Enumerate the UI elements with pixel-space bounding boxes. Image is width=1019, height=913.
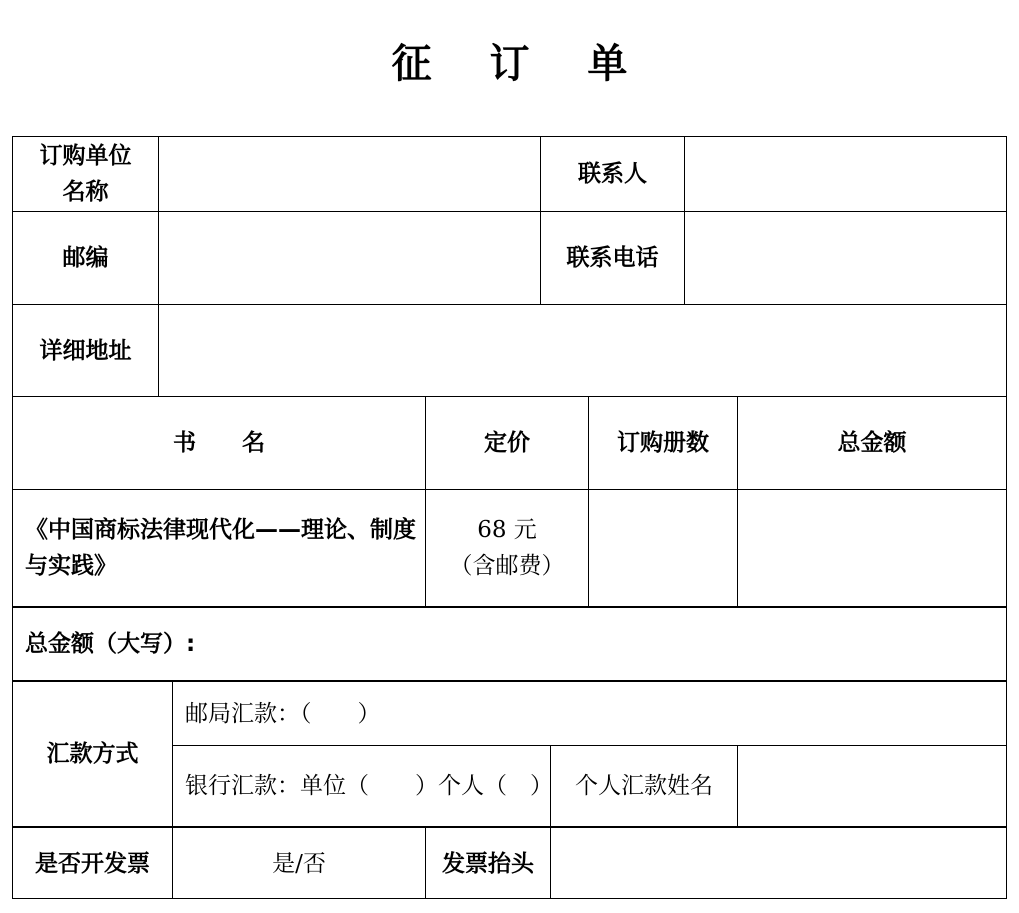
price-note: （含邮费） <box>449 553 565 579</box>
remit-method-label: 汇款方式 <box>46 741 139 767</box>
total-header: 总金额 <box>837 430 907 456</box>
zip-label: 邮编 <box>62 245 109 271</box>
phone-label: 联系电话 <box>566 245 659 271</box>
zip-field[interactable] <box>159 212 540 304</box>
contact-label: 联系人 <box>578 161 647 187</box>
contact-field[interactable] <box>685 137 1006 211</box>
book-title: 《中国商标法律现代化——理论、制度与实践》 <box>25 517 416 579</box>
invoice-header-label: 发票抬头 <box>442 850 534 877</box>
post-remit-option[interactable]: 邮局汇款：（ ） <box>185 700 381 727</box>
address-field[interactable] <box>159 305 1006 396</box>
quantity-field[interactable] <box>589 490 737 606</box>
invoice-header-field[interactable] <box>551 828 1006 899</box>
book-name-header: 书 名 <box>173 430 265 456</box>
total-field[interactable] <box>738 490 1006 606</box>
price-amount: 68 元 <box>477 517 537 543</box>
bank-remit-option[interactable]: 银行汇款：单位（ ）个人（ ） <box>185 773 553 799</box>
quantity-header: 订购册数 <box>617 430 709 456</box>
page-title: 征 订 单 <box>391 41 650 87</box>
order-form <box>12 136 1007 899</box>
address-label: 详细地址 <box>39 337 132 364</box>
personal-name-label: 个人汇款姓名 <box>575 773 713 799</box>
unit-name-field[interactable] <box>159 137 540 211</box>
unit-name-label: 订购单位名称 <box>39 143 132 205</box>
price-header: 定价 <box>484 430 530 456</box>
invoice-label: 是否开发票 <box>35 850 150 877</box>
book-price <box>426 490 588 606</box>
personal-name-field[interactable] <box>738 746 1006 826</box>
phone-field[interactable] <box>685 212 1006 304</box>
total-caps-label[interactable]: 总金额（大写）: <box>25 631 196 657</box>
invoice-yes-no[interactable]: 是/否 <box>272 850 326 877</box>
